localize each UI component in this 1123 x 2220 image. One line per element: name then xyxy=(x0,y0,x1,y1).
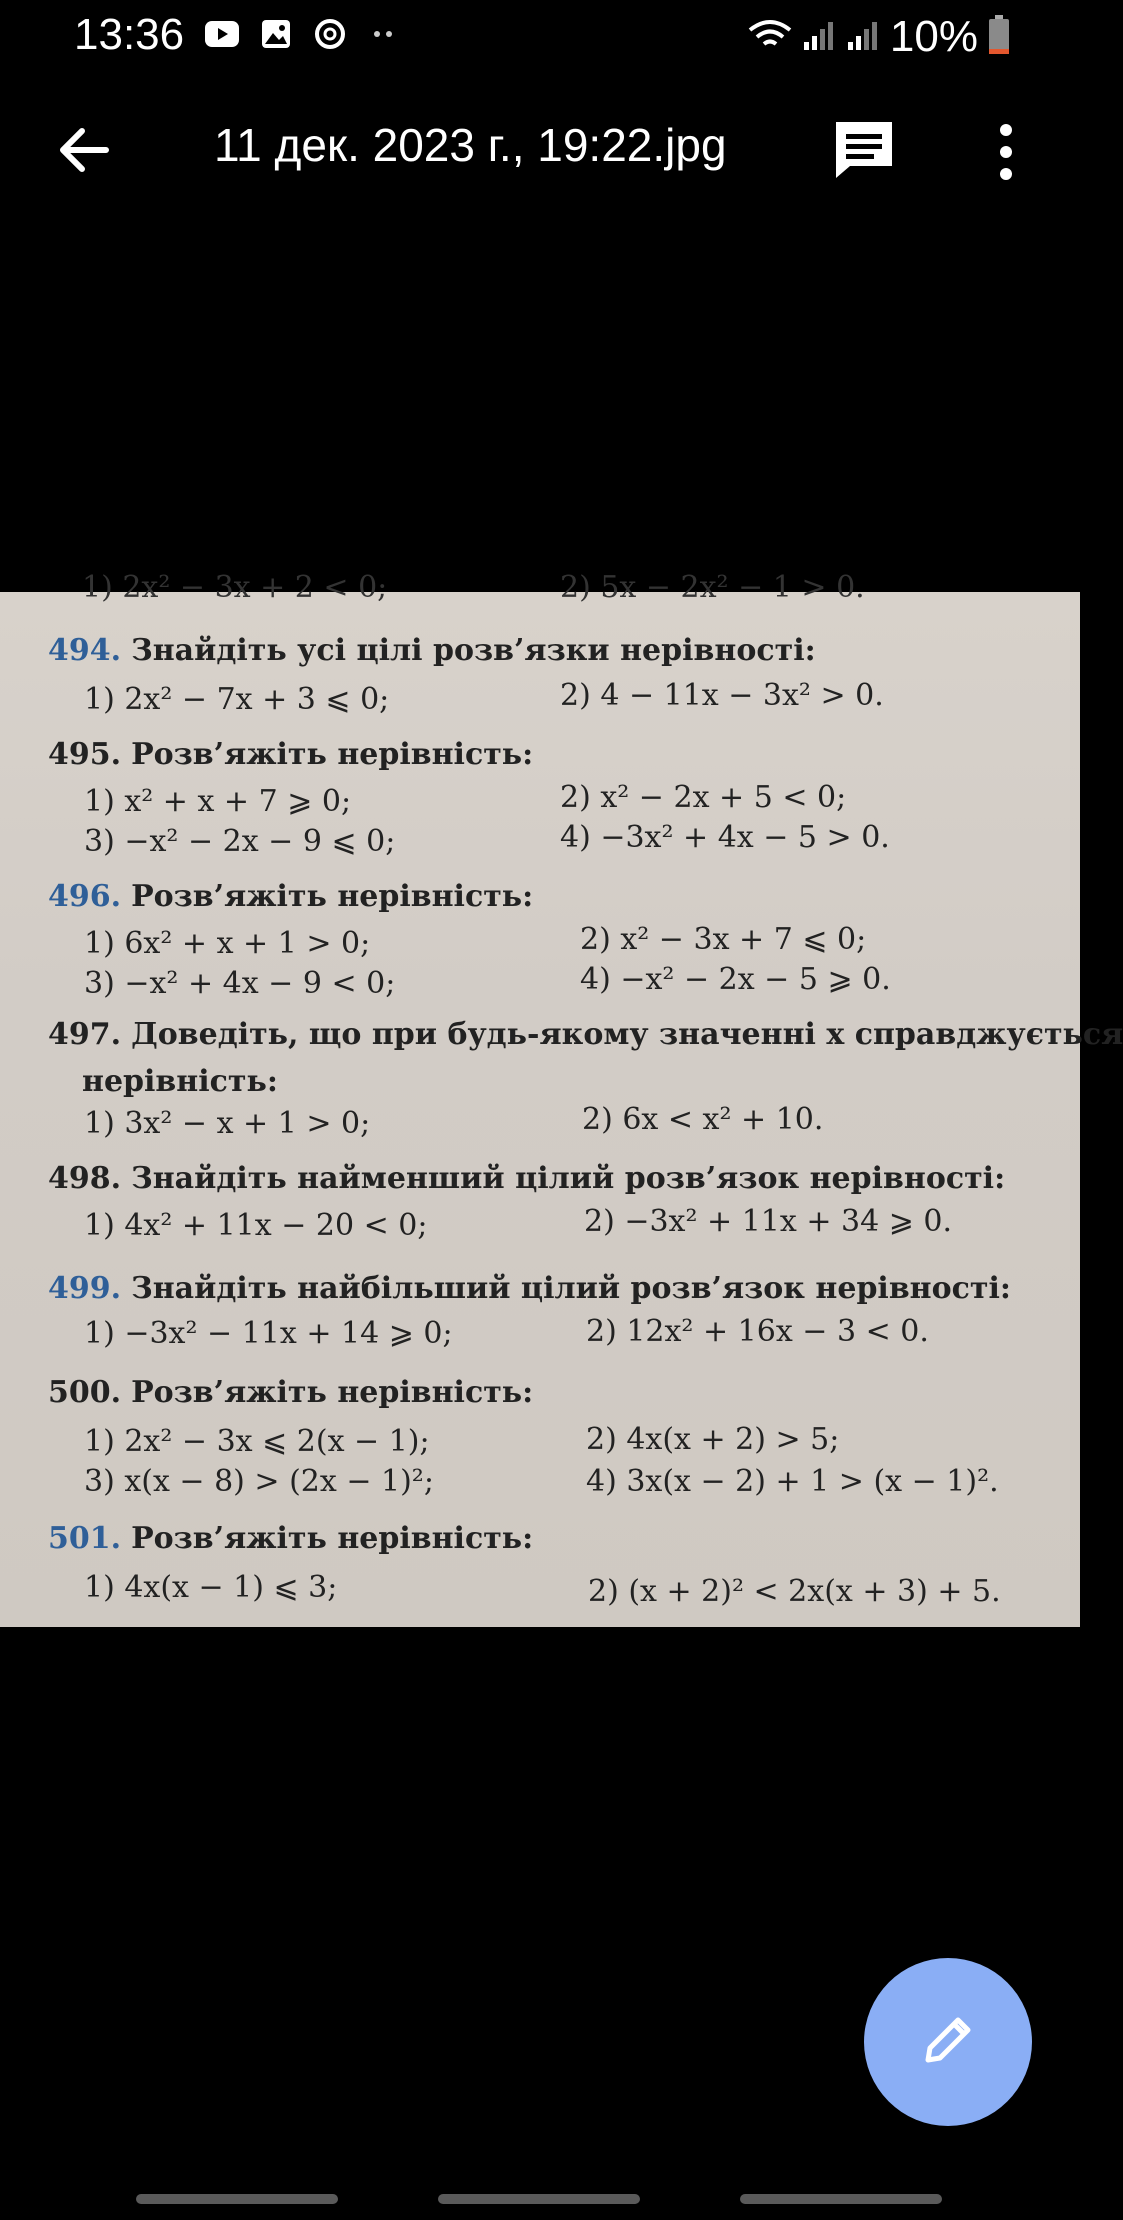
problem-item: 4) 3x(x − 2) + 1 > (x − 1)². xyxy=(586,1464,999,1499)
wifi-icon xyxy=(748,18,792,57)
problem-496 xyxy=(48,879,534,914)
status-bar xyxy=(0,0,1080,72)
problem-statement-continued: нерівність: xyxy=(82,1064,278,1099)
nav-recents-button[interactable] xyxy=(136,2194,338,2204)
problem-number: 495. xyxy=(48,737,122,772)
problem-item: 1) 4x(x − 1) ⩽ 3; xyxy=(84,1570,338,1605)
problem-499 xyxy=(48,1271,1011,1306)
problem-number: 497. xyxy=(48,1017,122,1052)
cut-off-text: 2) 5x − 2x² − 1 > 0. xyxy=(560,570,865,605)
sync-icon xyxy=(310,16,350,52)
problem-item: 3) −x² − 2x − 9 ⩽ 0; xyxy=(84,824,396,859)
problem-item: 4) −3x² + 4x − 5 > 0. xyxy=(560,820,890,855)
image-title: 11 дек. 2023 г., 19:22.jpg xyxy=(214,119,727,171)
problem-statement: Розв’яжіть нерівність: xyxy=(131,737,534,772)
arrow-left-icon[interactable] xyxy=(52,118,116,182)
problem-item: 3) −x² + 4x − 9 < 0; xyxy=(84,966,396,1001)
problem-498 xyxy=(48,1161,1006,1196)
navigation-bar xyxy=(0,2178,1080,2220)
problem-item: 2) 4x(x + 2) > 5; xyxy=(586,1422,840,1457)
cut-off-text: 1) 2x² − 3x + 2 < 0; xyxy=(82,570,388,605)
problem-item: 4) −x² − 2x − 5 ⩾ 0. xyxy=(580,962,891,997)
problem-statement: Знайдіть найменший цілий розв’язок нерівності: xyxy=(131,1161,1006,1196)
problem-statement: Доведіть, що при будь-якому значенні x справджується xyxy=(131,1017,1123,1052)
more-dots-icon xyxy=(364,16,404,52)
nav-home-button[interactable] xyxy=(438,2194,640,2204)
app-bar xyxy=(0,72,1080,222)
problem-statement: Знайдіть усі цілі розв’язки нерівності: xyxy=(131,633,816,668)
problem-number: 500. xyxy=(48,1375,122,1410)
problem-number: 501. xyxy=(48,1521,122,1556)
problem-statement: Розв’яжіть нерівність: xyxy=(131,1521,534,1556)
problem-number: 498. xyxy=(48,1161,122,1196)
problem-494 xyxy=(48,633,816,668)
battery-icon xyxy=(988,15,1010,60)
problem-501 xyxy=(48,1521,534,1556)
problem-statement: Розв’яжіть нерівність: xyxy=(131,1375,534,1410)
more-vert-icon[interactable] xyxy=(980,116,1032,188)
problem-item: 1) 2x² − 3x ⩽ 2(x − 1); xyxy=(84,1424,430,1459)
battery-percent: 10% xyxy=(889,12,978,61)
problem-500 xyxy=(48,1375,534,1410)
problem-item: 2) 6x < x² + 10. xyxy=(582,1102,824,1137)
signal-icon xyxy=(802,18,836,57)
problem-item: 1) 6x² + x + 1 > 0; xyxy=(84,926,371,961)
youtube-icon xyxy=(202,16,242,52)
problem-item: 2) x² − 3x + 7 ⩽ 0; xyxy=(580,922,867,957)
problem-statement: Знайдіть найбільший цілий розв’язок нерівності: xyxy=(131,1271,1011,1306)
problem-number: 496. xyxy=(48,879,122,914)
photo-viewer[interactable] xyxy=(0,570,1123,1627)
nav-back-button[interactable] xyxy=(740,2194,942,2204)
problem-item: 1) 4x² + 11x − 20 < 0; xyxy=(84,1208,428,1243)
comment-icon[interactable] xyxy=(828,114,900,186)
gallery-icon xyxy=(256,16,296,52)
problem-item: 3) x(x − 8) > (2x − 1)²; xyxy=(84,1464,434,1499)
signal-icon xyxy=(846,18,880,57)
problem-statement: Розв’яжіть нерівність: xyxy=(131,879,534,914)
problem-item: 1) −3x² − 11x + 14 ⩾ 0; xyxy=(84,1316,453,1351)
notification-icons xyxy=(202,16,404,52)
problem-item: 2) 12x² + 16x − 3 < 0. xyxy=(586,1314,929,1349)
problem-495 xyxy=(48,737,534,772)
problem-item: 2) x² − 2x + 5 < 0; xyxy=(560,780,847,815)
problem-item: 1) 3x² − x + 1 > 0; xyxy=(84,1106,371,1141)
problem-number: 499. xyxy=(48,1271,122,1306)
status-time: 13:36 xyxy=(74,10,185,59)
edit-fab-button[interactable] xyxy=(864,1958,1032,2126)
problem-item: 2) −3x² + 11x + 34 ⩾ 0. xyxy=(584,1204,953,1239)
pencil-icon xyxy=(916,2008,980,2077)
problem-497 xyxy=(48,1017,1123,1052)
problem-item: 1) 2x² − 7x + 3 ⩽ 0; xyxy=(84,682,390,717)
problem-item: 2) 4 − 11x − 3x² > 0. xyxy=(560,678,884,713)
problem-number: 494. xyxy=(48,633,122,668)
problem-item: 2) (x + 2)² < 2x(x + 3) + 5. xyxy=(588,1574,1001,1609)
problem-item: 1) x² + x + 7 ⩾ 0; xyxy=(84,784,352,819)
